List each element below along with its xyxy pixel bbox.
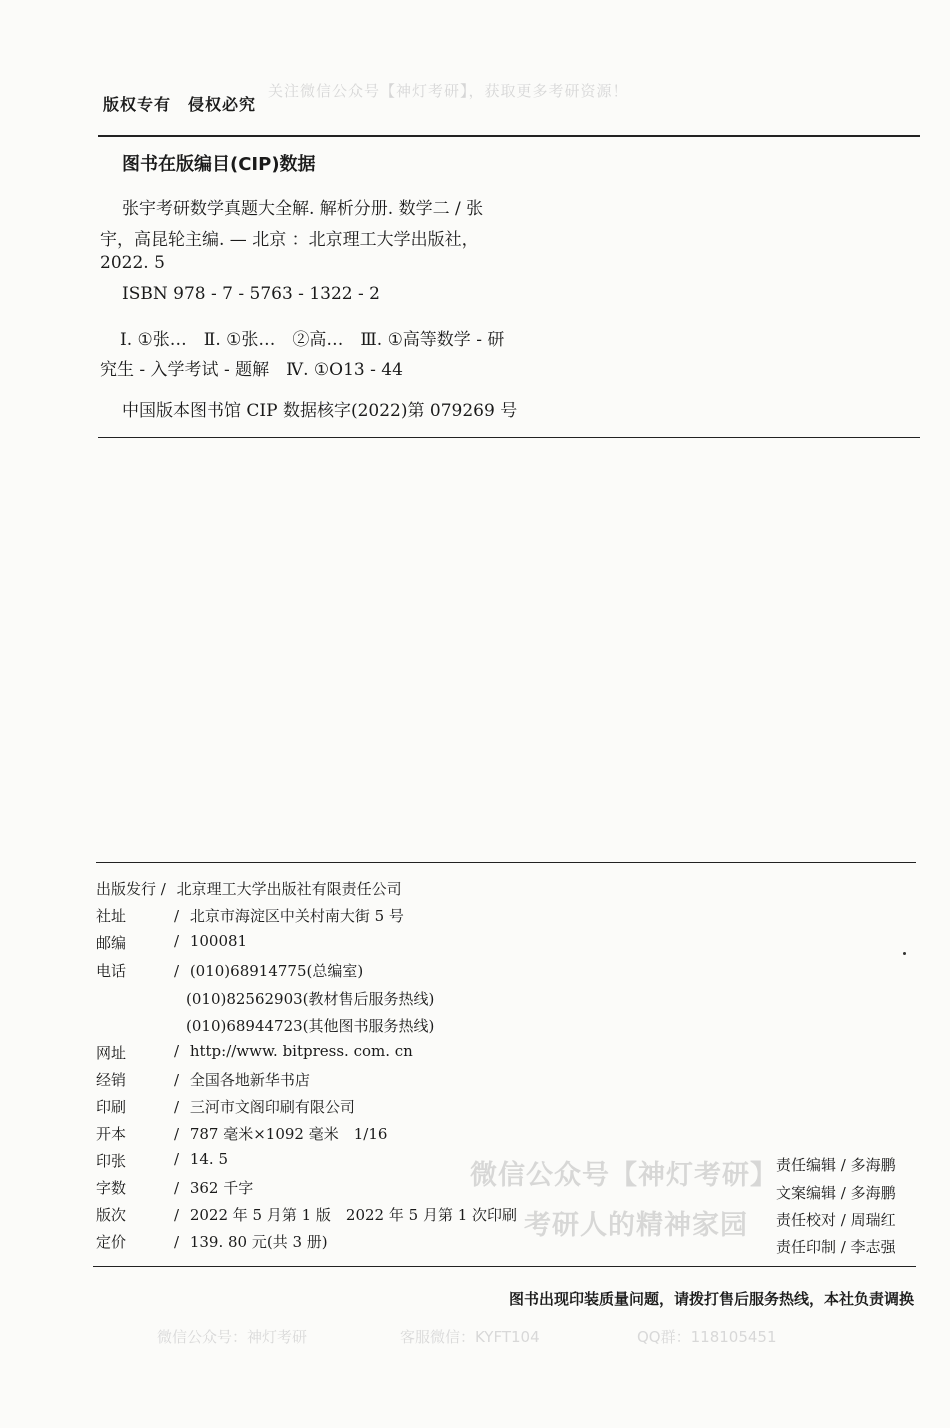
spec-printer: 印刷 / 三河市文阁印刷有限公司 [96,1098,355,1116]
spec-phone-3: (010)68944723(其他图书服务热线) [186,1017,435,1035]
cip-line: 中国版本图书馆 CIP 数据核字(2022)第 079269 号 [122,401,518,421]
cip-line: 宇，高昆轮主编. — 北京 ：北京理工大学出版社， [100,230,479,250]
spec-label: 社址 [96,907,127,925]
spec-phone: 电话 / (010)68914775(总编室) [96,962,364,980]
spec-label: 字数 [96,1179,127,1197]
spec-value: 2022 年 5 月第 1 版 2022 年 5 月第 1 次印刷 [189,1206,518,1224]
spec-label: 印刷 [96,1098,127,1116]
cip-line: 张宇考研数学真题大全解. 解析分册. 数学二 / 张 [122,199,484,219]
watermark-bottom-1: 微信公众号：神灯考研 [157,1328,308,1346]
spec-price: 定价 / 139. 80 元(共 3 册) [96,1233,328,1251]
spec-label: 电话 [96,962,127,980]
spec-sheets: 印张 / 14. 5 [96,1150,228,1170]
spec-value: 100081 [189,932,248,950]
spec-label: 版次 [96,1206,127,1224]
watermark-mid-1: 微信公众号【神灯考研】 [470,1160,778,1191]
copyright-notice: 版权专有 侵权必究 [103,95,257,114]
cip-title: 图书在版编目(CIP)数据 [122,154,316,175]
spec-value: http://www. bitpress. com. cn [189,1042,413,1060]
cip-line: Ⅰ. ①张… Ⅱ. ①张… ②高… Ⅲ. ①高等数学 - 研 [120,330,505,350]
spec-label: 开本 [96,1125,127,1143]
spec-address: 社址 / 北京市海淀区中关村南大街 5 号 [96,907,404,925]
quality-notice: 图书出现印装质量问题，请拨打售后服务热线，本社负责调换 [508,1290,914,1308]
spec-value: 14. 5 [189,1150,228,1168]
spec-edition: 版次 / 2022 年 5 月第 1 版 2022 年 5 月第 1 次印刷 [96,1206,518,1224]
watermark-bottom-2: 客服微信：KYFT104 [400,1328,540,1346]
editor-row: 责任校对 / 周瑞红 [776,1211,896,1229]
spec-value: (010)68914775(总编室) [189,962,364,980]
top-rule [98,135,920,137]
spec-value: 三河市文阁印刷有限公司 [189,1098,355,1116]
spec-phone-2: (010)82562903(教材售后服务热线) [186,990,435,1008]
cip-line: ISBN 978 - 7 - 5763 - 1322 - 2 [122,284,380,304]
spec-label: 网址 [96,1044,127,1062]
editor-row: 责任印制 / 李志强 [776,1238,896,1256]
cip-line: 2022. 5 [100,253,165,273]
spec-website: 网址 / http://www. bitpress. com. cn [96,1042,413,1062]
spec-label: 定价 [96,1233,127,1251]
spec-label: 邮编 [96,934,127,952]
spec-distributor: 经销 / 全国各地新华书店 [96,1071,310,1089]
cip-bottom-rule [98,437,920,438]
spec-postcode: 邮编 / 100081 [96,932,248,952]
editor-row: 责任编辑 / 多海鹏 [776,1156,896,1174]
spec-label: 经销 [96,1071,127,1089]
spec-value: 139. 80 元(共 3 册) [189,1233,328,1251]
specs-bottom-rule [93,1266,916,1267]
spec-format: 开本 / 787 毫米×1092 毫米 1/16 [96,1125,388,1143]
spec-wordcount: 字数 / 362 千字 [96,1179,254,1197]
specs-top-rule [96,862,916,863]
scan-speck [903,952,906,955]
editor-row: 文案编辑 / 多海鹏 [776,1184,896,1202]
watermark-bottom-3: QQ群：118105451 [637,1328,777,1346]
watermark-top: 关注微信公众号【神灯考研】，获取更多考研资源！ [268,82,629,100]
spec-value: 787 毫米×1092 毫米 1/16 [189,1125,388,1143]
spec-label: 出版发行 [96,880,157,898]
watermark-mid-2: 考研人的精神家园 [524,1210,748,1241]
spec-value: 北京市海淀区中关村南大街 5 号 [189,907,404,925]
spec-value: 北京理工大学出版社有限责任公司 [176,880,402,898]
spec-value: 全国各地新华书店 [189,1071,310,1089]
cip-line: 究生 - 入学考试 - 题解 Ⅳ. ①O13 - 44 [100,360,403,380]
spec-label: 印张 [96,1152,127,1170]
spec-value: 362 千字 [189,1179,254,1197]
spec-publisher: 出版发行 / 北京理工大学出版社有限责任公司 [96,880,402,898]
